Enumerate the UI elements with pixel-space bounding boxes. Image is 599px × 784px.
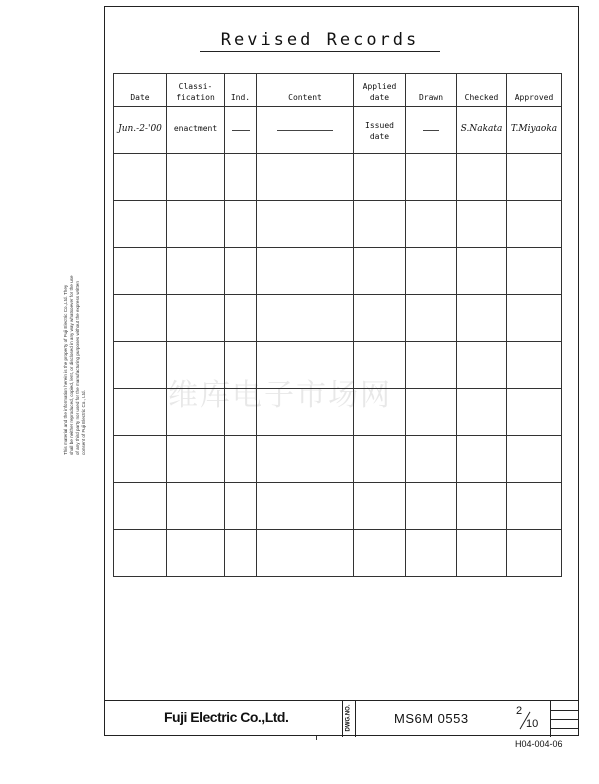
date-handwritten: Jun.-2-'00	[118, 124, 162, 134]
date-cell	[114, 107, 167, 154]
dwg-label: DWG.NO.	[345, 704, 352, 732]
revision-table	[113, 73, 562, 577]
page-title: Revised Records	[200, 30, 440, 52]
company-name: Fuji Electric Co.,Ltd.	[164, 709, 289, 725]
page-total: 10	[526, 718, 539, 730]
form-code: H04-004-06	[515, 739, 563, 749]
col-applied-date: Applied date	[354, 74, 406, 107]
watermark: 维库电子市场网	[168, 378, 392, 413]
table-row	[114, 483, 562, 530]
page-number: 2	[516, 705, 523, 717]
table-row	[114, 201, 562, 248]
table-row	[114, 248, 562, 295]
col-content: Content	[257, 74, 354, 107]
approved-cell	[507, 107, 562, 154]
checked-cell	[457, 107, 507, 154]
col-ind: Ind.	[225, 74, 257, 107]
revision-grid	[550, 701, 579, 737]
table-row	[114, 389, 562, 436]
drawn-cell	[406, 107, 457, 154]
col-approved: Approved	[507, 74, 562, 107]
fold-mark	[316, 736, 317, 740]
title-block	[104, 700, 579, 737]
table-row	[114, 342, 562, 389]
col-date: Date	[114, 74, 167, 107]
col-classification: Classi- fication	[167, 74, 225, 107]
table-row	[114, 154, 562, 201]
approved-signature: T.Miyaoka	[510, 124, 558, 134]
checked-signature: S.Nakata	[460, 124, 503, 134]
dash-mark	[232, 130, 250, 131]
content-cell	[257, 107, 354, 154]
table-row	[114, 295, 562, 342]
col-drawn: Drawn	[406, 74, 457, 107]
applied-date-cell: Issued date	[354, 107, 406, 154]
confidentiality-note: This material and the information herein is the property of Fuji Electric Co.,Ltd. They shall be neither reproduced, copied, lent, or disclosed in any way whatsoever for the use of any third party nor used for the manufacturing purposes without the express written consent of Fuji Electric Co., Ltd.	[63, 275, 86, 455]
classification-cell: enactment	[167, 107, 225, 154]
page-indicator	[512, 704, 542, 734]
table-row	[114, 436, 562, 483]
dash-mark	[277, 130, 333, 131]
dwg-label-box	[342, 701, 356, 737]
ind-cell	[225, 107, 257, 154]
table-row	[114, 107, 562, 154]
drawing-number: MS6M 0553	[394, 711, 469, 726]
header-row	[114, 74, 562, 107]
dash-mark	[423, 130, 439, 131]
table-row	[114, 530, 562, 577]
col-checked: Checked	[457, 74, 507, 107]
